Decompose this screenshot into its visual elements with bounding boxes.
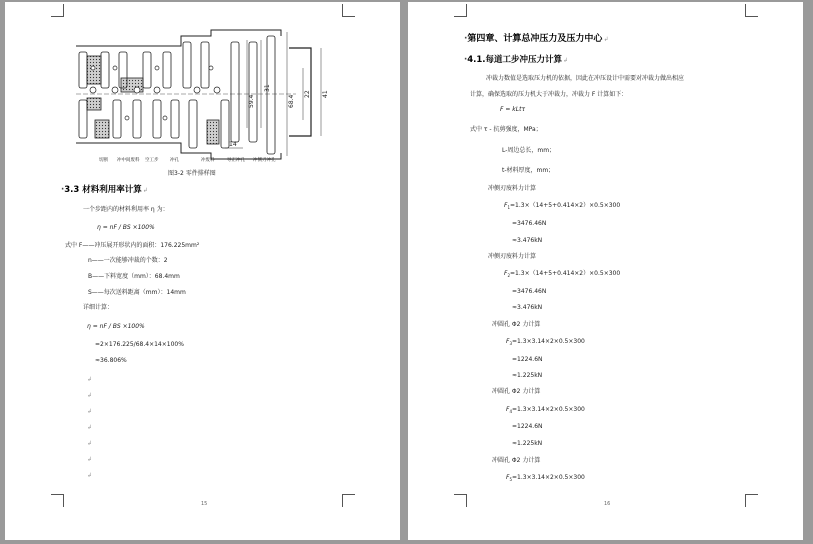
- section-title: ·3.3 材料利用率计算↲: [61, 185, 148, 195]
- formula: η = nF / BS ×100%: [87, 323, 145, 330]
- calc-expression: $F_1=1.3\times(14+5+0.414\times 2)\times 0.5\times 300$: [504, 202, 621, 211]
- dim-label: 41: [322, 90, 329, 98]
- crop-mark: [51, 4, 64, 17]
- calc-result: =3476.46N: [512, 288, 547, 295]
- body-line: S——每次送料距离（mm）：14mm: [88, 289, 186, 296]
- body-line: B——下料宽度（mm）：68.4mm: [88, 273, 180, 280]
- paragraph-mark: ↲: [87, 440, 93, 447]
- calc-title: 冲侧刃废料力计算: [488, 253, 537, 260]
- calc-expression: $F_3=1.3\times 3.14\times 2\times 0.5\times 300$: [506, 338, 585, 347]
- dim-label: 68.4: [288, 94, 295, 108]
- figure-caption: 图3-2 零件排样图: [168, 170, 216, 177]
- station-label: 冲废料: [201, 158, 215, 163]
- calc-title: 冲圆孔 Φ2 力计算: [492, 388, 541, 395]
- page-number: 16: [604, 501, 611, 507]
- body-line: 式中 F——冲压展开形状内的面积：176.225mm²: [65, 242, 200, 249]
- body-line: 计算，确保选取的压力机大于冲裁力，冲裁力 F 计算如下：: [470, 91, 628, 98]
- station-label: 导正冲孔: [227, 158, 245, 163]
- chapter-title: ·第四章、计算总冲压力及压力中心↲: [464, 34, 609, 44]
- station-label: 切断: [99, 158, 108, 163]
- calc-result: =3476.46N: [512, 220, 547, 227]
- strip-layout-diagram: [71, 28, 341, 163]
- dim-label: 31: [264, 84, 271, 92]
- paragraph-mark: ↲: [87, 456, 93, 463]
- legend-line: t-材料厚度，mm；: [502, 167, 555, 174]
- paragraph-mark: ↲: [87, 472, 93, 479]
- calc-expression: $F_2=1.3\times(14+5+0.414\times 2)\times 0.5\times 300$: [504, 270, 621, 279]
- document-page-right: [408, 2, 803, 540]
- calc-expression: $F_4=1.3\times 3.14\times 2\times 0.5\times 300$: [506, 406, 585, 415]
- crop-mark: [51, 494, 64, 507]
- document-page-left: [5, 2, 400, 540]
- calc-title: 冲侧刃废料力计算: [488, 185, 537, 192]
- station-label: 空工步: [145, 158, 159, 163]
- calc-result: ≈1.225kN: [512, 372, 543, 379]
- body-line: 一个步距内的材料利用率 η 为：: [83, 206, 169, 213]
- paragraph-mark: ↲: [87, 408, 93, 415]
- dim-label: 22: [304, 90, 311, 98]
- calc-result: =1224.6N: [512, 356, 543, 363]
- body-line: ≈36.806%: [95, 357, 127, 364]
- station-label: 冲中间废料: [117, 158, 140, 163]
- calc-expression: $F_5=1.3\times 3.14\times 2\times 0.5\times 300$: [506, 474, 585, 483]
- paragraph-mark: ↲: [87, 392, 93, 399]
- formula: η = nF / BS ×100%: [97, 224, 155, 231]
- station-label: 冲孔: [170, 158, 179, 163]
- crop-mark: [745, 4, 758, 17]
- calc-result: ≈3.476kN: [512, 304, 543, 311]
- crop-mark: [454, 4, 467, 17]
- calc-title: 冲圆孔 Φ2 力计算: [492, 321, 541, 328]
- crop-mark: [342, 4, 355, 17]
- section-title: ·4.1.每道工步冲压力计算↲: [464, 55, 569, 65]
- calc-result: ≈3.476kN: [512, 237, 543, 244]
- crop-mark: [342, 494, 355, 507]
- crop-mark: [454, 494, 467, 507]
- calc-result: =1224.6N: [512, 423, 543, 430]
- body-line: n——一次能够冲裁的个数：2: [88, 257, 168, 264]
- station-label: 冲侧刃冲孔: [253, 158, 276, 163]
- crop-mark: [745, 494, 758, 507]
- body-line: 冲裁力数值是选取压力机的依据，因此在冲压设计中需要对冲裁力做出相应: [486, 75, 685, 82]
- calc-title: 冲圆孔 Φ2 力计算: [492, 457, 541, 464]
- paragraph-mark: ↲: [87, 376, 93, 383]
- legend-line: 式中 τ - 抗剪强度，MPa；: [470, 126, 542, 133]
- calc-result: ≈1.225kN: [512, 440, 543, 447]
- legend-line: L-周边总长，mm；: [502, 147, 556, 154]
- dim-label: 14: [229, 141, 237, 148]
- body-line: =2×176.225/68.4×14×100%: [95, 341, 184, 348]
- paragraph-mark: ↲: [87, 424, 93, 431]
- page-number: 15: [201, 501, 208, 507]
- dim-label: 59.4: [248, 94, 255, 108]
- body-line: 详细计算：: [83, 304, 114, 311]
- formula: F = kLtτ: [500, 106, 526, 113]
